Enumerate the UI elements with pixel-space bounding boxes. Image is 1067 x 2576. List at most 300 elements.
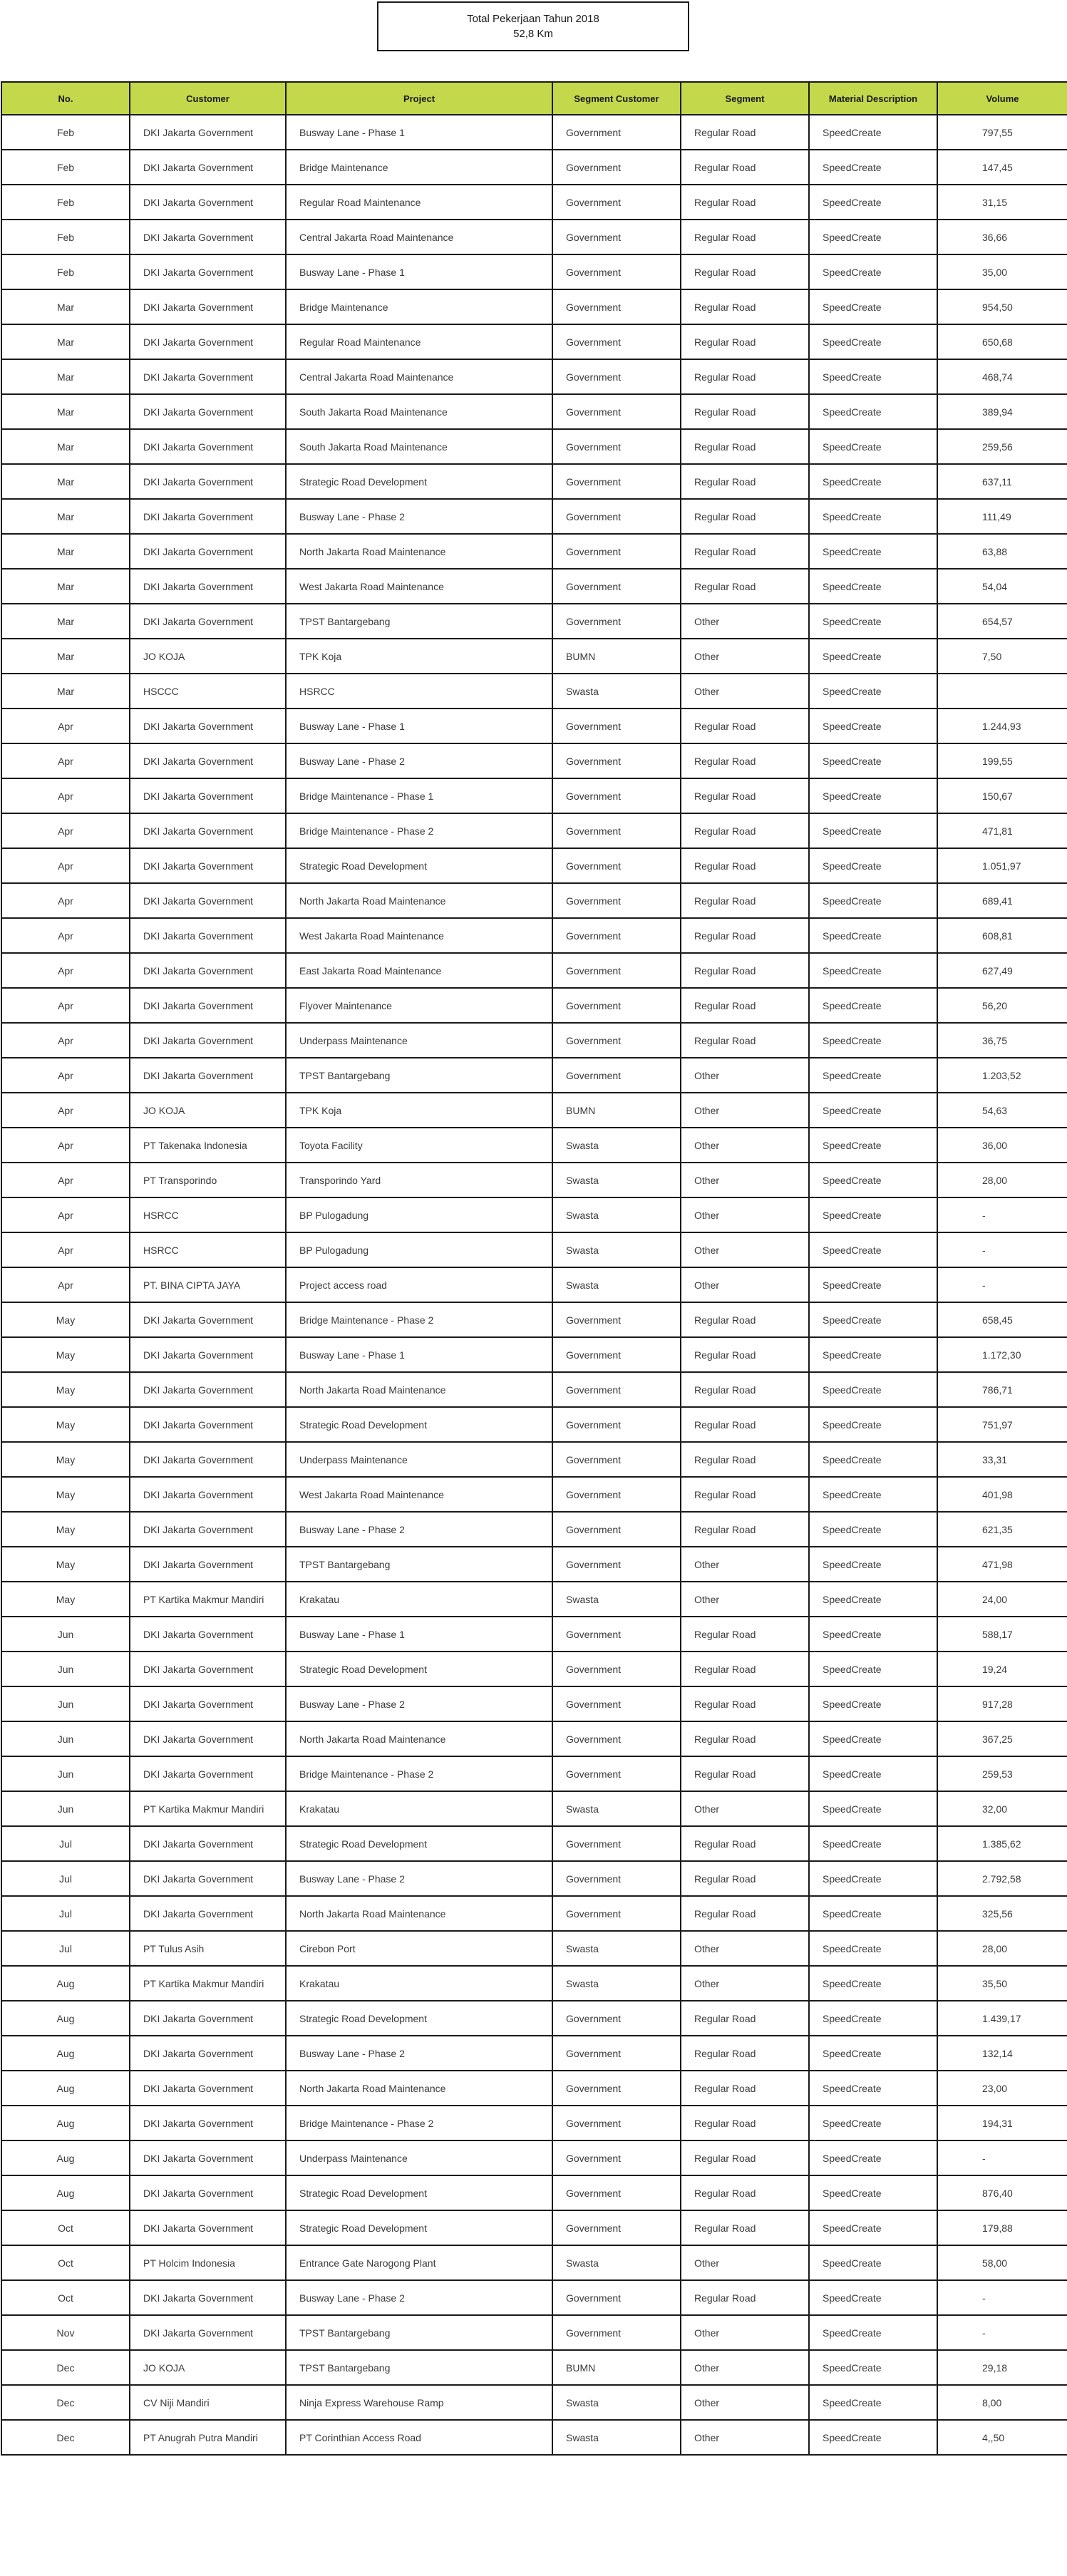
cell-segment-customer: Swasta bbox=[552, 1197, 681, 1232]
cell-material: SpeedCreate bbox=[809, 848, 937, 883]
cell-customer: JO KOJA bbox=[130, 1093, 286, 1128]
cell-month: Jul bbox=[1, 1826, 130, 1861]
cell-customer: DKI Jakarta Government bbox=[130, 150, 286, 185]
cell-material: SpeedCreate bbox=[809, 499, 937, 534]
cell-material: SpeedCreate bbox=[809, 464, 937, 499]
cell-segment: Regular Road bbox=[681, 220, 809, 254]
cell-material: SpeedCreate bbox=[809, 1058, 937, 1093]
cell-segment: Other bbox=[681, 674, 809, 709]
cell-segment: Regular Road bbox=[681, 988, 809, 1023]
table-row bbox=[1, 359, 1067, 394]
cell-month: Jun bbox=[1, 1686, 130, 1721]
cell-project: Bridge Maintenance - Phase 2 bbox=[286, 1302, 552, 1337]
cell-volume: 19,24 bbox=[937, 1652, 1067, 1686]
cell-volume: 389,94 bbox=[937, 394, 1067, 429]
cell-segment-customer: Government bbox=[552, 2175, 681, 2210]
cell-material: SpeedCreate bbox=[809, 2140, 937, 2175]
cell-segment: Regular Road bbox=[681, 1896, 809, 1931]
cell-segment-customer: Government bbox=[552, 1617, 681, 1652]
cell-volume: - bbox=[937, 2315, 1067, 2350]
cell-segment-customer: Government bbox=[552, 254, 681, 289]
cell-project: TPST Bantargebang bbox=[286, 2315, 552, 2350]
table-row bbox=[1, 1896, 1067, 1931]
cell-segment-customer: Government bbox=[552, 2140, 681, 2175]
cell-month: Apr bbox=[1, 1128, 130, 1163]
cell-material: SpeedCreate bbox=[809, 1617, 937, 1652]
cell-project: North Jakarta Road Maintenance bbox=[286, 883, 552, 918]
cell-segment-customer: Swasta bbox=[552, 1128, 681, 1163]
cell-volume: 54,63 bbox=[937, 1093, 1067, 1128]
cell-project: North Jakarta Road Maintenance bbox=[286, 1372, 552, 1407]
cell-segment: Regular Road bbox=[681, 1861, 809, 1896]
table-row bbox=[1, 2350, 1067, 2385]
cell-customer: PT. BINA CIPTA JAYA bbox=[130, 1267, 286, 1302]
table-row bbox=[1, 988, 1067, 1023]
cell-month: Apr bbox=[1, 1197, 130, 1232]
cell-segment-customer: Government bbox=[552, 1337, 681, 1372]
cell-project: East Jakarta Road Maintenance bbox=[286, 953, 552, 988]
cell-project: Strategic Road Development bbox=[286, 1826, 552, 1861]
cell-material: SpeedCreate bbox=[809, 1721, 937, 1756]
cell-volume: 259,53 bbox=[937, 1756, 1067, 1791]
cell-volume: 2.792,58 bbox=[937, 1861, 1067, 1896]
cell-segment: Regular Road bbox=[681, 324, 809, 359]
cell-material: SpeedCreate bbox=[809, 1477, 937, 1512]
cell-segment: Regular Road bbox=[681, 429, 809, 464]
cell-month: Jun bbox=[1, 1756, 130, 1791]
cell-volume: 199,55 bbox=[937, 743, 1067, 778]
cell-customer: HSRCC bbox=[130, 1232, 286, 1267]
cell-customer: DKI Jakarta Government bbox=[130, 2210, 286, 2245]
cell-material: SpeedCreate bbox=[809, 1896, 937, 1931]
cell-customer: DKI Jakarta Government bbox=[130, 1756, 286, 1791]
table-row bbox=[1, 150, 1067, 185]
cell-material: SpeedCreate bbox=[809, 289, 937, 324]
cell-material: SpeedCreate bbox=[809, 709, 937, 743]
cell-project: Project access road bbox=[286, 1267, 552, 1302]
cell-month: Apr bbox=[1, 953, 130, 988]
cell-volume: 650,68 bbox=[937, 324, 1067, 359]
cell-segment: Other bbox=[681, 1232, 809, 1267]
report-total-length: 52,8 Km bbox=[513, 28, 553, 40]
cell-month: Apr bbox=[1, 813, 130, 848]
cell-month: Dec bbox=[1, 2420, 130, 2455]
cell-material: SpeedCreate bbox=[809, 359, 937, 394]
cell-segment: Regular Road bbox=[681, 150, 809, 185]
table-row bbox=[1, 1652, 1067, 1686]
table-row bbox=[1, 1058, 1067, 1093]
cell-volume: 147,45 bbox=[937, 150, 1067, 185]
cell-volume: 35,00 bbox=[937, 254, 1067, 289]
cell-volume: 751,97 bbox=[937, 1407, 1067, 1442]
table-row bbox=[1, 429, 1067, 464]
cell-material: SpeedCreate bbox=[809, 1302, 937, 1337]
cell-segment: Regular Road bbox=[681, 848, 809, 883]
cell-customer: DKI Jakarta Government bbox=[130, 2315, 286, 2350]
cell-volume: 367,25 bbox=[937, 1721, 1067, 1756]
cell-segment: Other bbox=[681, 1058, 809, 1093]
cell-segment: Other bbox=[681, 1093, 809, 1128]
cell-volume: 401,98 bbox=[937, 1477, 1067, 1512]
cell-month: Jun bbox=[1, 1652, 130, 1686]
cell-segment-customer: Swasta bbox=[552, 1966, 681, 2001]
cell-month: May bbox=[1, 1477, 130, 1512]
cell-volume: 63,88 bbox=[937, 534, 1067, 569]
cell-volume: 32,00 bbox=[937, 1791, 1067, 1826]
table-row bbox=[1, 848, 1067, 883]
cell-customer: DKI Jakarta Government bbox=[130, 1407, 286, 1442]
cell-month: Oct bbox=[1, 2280, 130, 2315]
table-row bbox=[1, 1407, 1067, 1442]
cell-segment-customer: Government bbox=[552, 848, 681, 883]
cell-material: SpeedCreate bbox=[809, 1337, 937, 1372]
header-material-description: Material Description bbox=[809, 82, 937, 115]
table-row bbox=[1, 2071, 1067, 2106]
cell-segment: Regular Road bbox=[681, 289, 809, 324]
cell-customer: DKI Jakarta Government bbox=[130, 534, 286, 569]
cell-customer: DKI Jakarta Government bbox=[130, 2106, 286, 2140]
cell-segment: Regular Road bbox=[681, 709, 809, 743]
cell-month: Aug bbox=[1, 2175, 130, 2210]
cell-volume: 797,55 bbox=[937, 115, 1067, 150]
cell-segment: Regular Road bbox=[681, 1617, 809, 1652]
table-row bbox=[1, 1372, 1067, 1407]
cell-material: SpeedCreate bbox=[809, 1197, 937, 1232]
cell-project: Bridge Maintenance bbox=[286, 289, 552, 324]
cell-month: Apr bbox=[1, 778, 130, 813]
cell-segment-customer: Swasta bbox=[552, 1582, 681, 1617]
cell-segment-customer: Government bbox=[552, 464, 681, 499]
cell-volume: 29,18 bbox=[937, 2350, 1067, 2385]
cell-customer: DKI Jakarta Government bbox=[130, 2036, 286, 2071]
cell-project: Krakatau bbox=[286, 1582, 552, 1617]
table-row bbox=[1, 2280, 1067, 2315]
cell-material: SpeedCreate bbox=[809, 674, 937, 709]
table-row bbox=[1, 289, 1067, 324]
table-row bbox=[1, 1093, 1067, 1128]
cell-segment-customer: Swasta bbox=[552, 2420, 681, 2455]
table-row bbox=[1, 674, 1067, 709]
cell-project: Krakatau bbox=[286, 1791, 552, 1826]
cell-material: SpeedCreate bbox=[809, 883, 937, 918]
table-row bbox=[1, 1302, 1067, 1337]
cell-segment: Regular Road bbox=[681, 743, 809, 778]
table-row bbox=[1, 2001, 1067, 2036]
table-row bbox=[1, 2140, 1067, 2175]
cell-material: SpeedCreate bbox=[809, 1826, 937, 1861]
cell-material: SpeedCreate bbox=[809, 2315, 937, 2350]
cell-segment-customer: Government bbox=[552, 2001, 681, 2036]
table-row bbox=[1, 1477, 1067, 1512]
cell-segment-customer: Government bbox=[552, 1756, 681, 1791]
cell-material: SpeedCreate bbox=[809, 1093, 937, 1128]
cell-project: Busway Lane - Phase 1 bbox=[286, 115, 552, 150]
cell-segment-customer: BUMN bbox=[552, 2350, 681, 2385]
cell-month: Mar bbox=[1, 289, 130, 324]
cell-customer: DKI Jakarta Government bbox=[130, 254, 286, 289]
cell-volume: - bbox=[937, 2280, 1067, 2315]
cell-month: Feb bbox=[1, 220, 130, 254]
cell-customer: DKI Jakarta Government bbox=[130, 1861, 286, 1896]
cell-segment: Regular Road bbox=[681, 464, 809, 499]
cell-customer: HSCCC bbox=[130, 674, 286, 709]
cell-material: SpeedCreate bbox=[809, 429, 937, 464]
cell-material: SpeedCreate bbox=[809, 1267, 937, 1302]
cell-customer: DKI Jakarta Government bbox=[130, 2140, 286, 2175]
header-project: Project bbox=[286, 82, 552, 115]
cell-volume: 1.172,30 bbox=[937, 1337, 1067, 1372]
cell-project: Busway Lane - Phase 2 bbox=[286, 2280, 552, 2315]
cell-volume: 468,74 bbox=[937, 359, 1067, 394]
cell-project: North Jakarta Road Maintenance bbox=[286, 2071, 552, 2106]
cell-month: Jun bbox=[1, 1721, 130, 1756]
cell-month: May bbox=[1, 1407, 130, 1442]
cell-volume: 1.385,62 bbox=[937, 1826, 1067, 1861]
cell-volume: 608,81 bbox=[937, 918, 1067, 953]
table-row bbox=[1, 1547, 1067, 1582]
cell-project: West Jakarta Road Maintenance bbox=[286, 918, 552, 953]
cell-project: Busway Lane - Phase 1 bbox=[286, 254, 552, 289]
cell-segment: Regular Road bbox=[681, 2210, 809, 2245]
cell-customer: DKI Jakarta Government bbox=[130, 988, 286, 1023]
cell-material: SpeedCreate bbox=[809, 2071, 937, 2106]
cell-project: Central Jakarta Road Maintenance bbox=[286, 220, 552, 254]
table-row bbox=[1, 1512, 1067, 1547]
cell-project: Strategic Road Development bbox=[286, 464, 552, 499]
cell-customer: DKI Jakarta Government bbox=[130, 2071, 286, 2106]
cell-month: Apr bbox=[1, 1163, 130, 1197]
cell-segment-customer: Government bbox=[552, 429, 681, 464]
cell-month: Mar bbox=[1, 499, 130, 534]
cell-customer: PT Tulus Asih bbox=[130, 1931, 286, 1966]
cell-month: Oct bbox=[1, 2245, 130, 2280]
cell-project: Toyota Facility bbox=[286, 1128, 552, 1163]
cell-project: Busway Lane - Phase 2 bbox=[286, 1686, 552, 1721]
cell-segment: Other bbox=[681, 1267, 809, 1302]
cell-volume: 132,14 bbox=[937, 2036, 1067, 2071]
cell-segment: Other bbox=[681, 2385, 809, 2420]
cell-segment-customer: Government bbox=[552, 1372, 681, 1407]
cell-volume: - bbox=[937, 1267, 1067, 1302]
cell-segment-customer: Government bbox=[552, 1058, 681, 1093]
cell-customer: DKI Jakarta Government bbox=[130, 429, 286, 464]
cell-segment-customer: Government bbox=[552, 918, 681, 953]
cell-volume: 111,49 bbox=[937, 499, 1067, 534]
cell-volume: 471,81 bbox=[937, 813, 1067, 848]
cell-volume: 1.244,93 bbox=[937, 709, 1067, 743]
cell-month: Feb bbox=[1, 150, 130, 185]
cell-segment: Regular Road bbox=[681, 569, 809, 604]
cell-project: South Jakarta Road Maintenance bbox=[286, 394, 552, 429]
cell-volume: - bbox=[937, 1232, 1067, 1267]
cell-segment-customer: Government bbox=[552, 2210, 681, 2245]
cell-segment: Regular Road bbox=[681, 1023, 809, 1058]
cell-project: TPK Koja bbox=[286, 1093, 552, 1128]
cell-segment-customer: Government bbox=[552, 185, 681, 220]
cell-project: North Jakarta Road Maintenance bbox=[286, 1721, 552, 1756]
cell-month: Jun bbox=[1, 1791, 130, 1826]
header-no: No. bbox=[1, 82, 130, 115]
cell-customer: PT Takenaka Indonesia bbox=[130, 1128, 286, 1163]
cell-volume: - bbox=[937, 1197, 1067, 1232]
cell-customer: DKI Jakarta Government bbox=[130, 1721, 286, 1756]
cell-segment-customer: Swasta bbox=[552, 1267, 681, 1302]
cell-customer: DKI Jakarta Government bbox=[130, 883, 286, 918]
cell-month: May bbox=[1, 1547, 130, 1582]
cell-material: SpeedCreate bbox=[809, 1686, 937, 1721]
cell-material: SpeedCreate bbox=[809, 813, 937, 848]
cell-customer: DKI Jakarta Government bbox=[130, 394, 286, 429]
cell-segment-customer: Government bbox=[552, 1302, 681, 1337]
cell-material: SpeedCreate bbox=[809, 1582, 937, 1617]
table-row bbox=[1, 1861, 1067, 1896]
table-row bbox=[1, 185, 1067, 220]
cell-customer: DKI Jakarta Government bbox=[130, 289, 286, 324]
cell-segment-customer: Swasta bbox=[552, 1931, 681, 1966]
cell-month: Jul bbox=[1, 1931, 130, 1966]
cell-month: Apr bbox=[1, 1023, 130, 1058]
cell-volume: 28,00 bbox=[937, 1163, 1067, 1197]
cell-customer: PT Kartika Makmur Mandiri bbox=[130, 1966, 286, 2001]
cell-segment: Regular Road bbox=[681, 953, 809, 988]
cell-project: Busway Lane - Phase 2 bbox=[286, 1512, 552, 1547]
table-row bbox=[1, 1931, 1067, 1966]
cell-segment: Regular Road bbox=[681, 883, 809, 918]
cell-volume: 954,50 bbox=[937, 289, 1067, 324]
cell-project: TPST Bantargebang bbox=[286, 1547, 552, 1582]
cell-segment-customer: Government bbox=[552, 359, 681, 394]
cell-project: West Jakarta Road Maintenance bbox=[286, 1477, 552, 1512]
table-row bbox=[1, 1756, 1067, 1791]
cell-month: May bbox=[1, 1582, 130, 1617]
cell-project: Underpass Maintenance bbox=[286, 1442, 552, 1477]
cell-volume: 150,67 bbox=[937, 778, 1067, 813]
cell-segment: Regular Road bbox=[681, 1302, 809, 1337]
table-row bbox=[1, 778, 1067, 813]
cell-segment: Other bbox=[681, 1582, 809, 1617]
table-row bbox=[1, 709, 1067, 743]
cell-segment: Other bbox=[681, 1931, 809, 1966]
cell-segment-customer: Government bbox=[552, 220, 681, 254]
table-row bbox=[1, 1966, 1067, 2001]
header-segment-customer: Segment Customer bbox=[552, 82, 681, 115]
cell-volume: 689,41 bbox=[937, 883, 1067, 918]
cell-segment: Regular Road bbox=[681, 918, 809, 953]
table-row bbox=[1, 953, 1067, 988]
cell-segment: Other bbox=[681, 1966, 809, 2001]
cell-volume: 36,00 bbox=[937, 1128, 1067, 1163]
cell-segment-customer: Government bbox=[552, 150, 681, 185]
cell-segment: Regular Road bbox=[681, 1721, 809, 1756]
cell-customer: DKI Jakarta Government bbox=[130, 1547, 286, 1582]
cell-customer: PT Anugrah Putra Mandiri bbox=[130, 2420, 286, 2455]
cell-project: TPK Koja bbox=[286, 639, 552, 674]
cell-segment-customer: Government bbox=[552, 2106, 681, 2140]
cell-material: SpeedCreate bbox=[809, 2175, 937, 2210]
cell-segment-customer: Government bbox=[552, 1023, 681, 1058]
table-row bbox=[1, 2210, 1067, 2245]
cell-segment-customer: Government bbox=[552, 604, 681, 639]
cell-segment-customer: Government bbox=[552, 289, 681, 324]
cell-segment-customer: Government bbox=[552, 1896, 681, 1931]
cell-segment: Other bbox=[681, 1128, 809, 1163]
cell-customer: DKI Jakarta Government bbox=[130, 1372, 286, 1407]
cell-segment-customer: Swasta bbox=[552, 674, 681, 709]
cell-material: SpeedCreate bbox=[809, 2385, 937, 2420]
cell-month: Apr bbox=[1, 988, 130, 1023]
cell-segment-customer: BUMN bbox=[552, 1093, 681, 1128]
cell-segment-customer: Government bbox=[552, 1442, 681, 1477]
cell-material: SpeedCreate bbox=[809, 534, 937, 569]
cell-volume: - bbox=[937, 2140, 1067, 2175]
cell-month: Feb bbox=[1, 115, 130, 150]
cell-volume: 36,75 bbox=[937, 1023, 1067, 1058]
cell-segment: Regular Road bbox=[681, 1826, 809, 1861]
cell-customer: CV Niji Mandiri bbox=[130, 2385, 286, 2420]
cell-project: BP Pulogadung bbox=[286, 1232, 552, 1267]
cell-segment: Other bbox=[681, 1547, 809, 1582]
cell-segment-customer: Government bbox=[552, 1652, 681, 1686]
cell-segment: Regular Road bbox=[681, 1442, 809, 1477]
cell-volume: 588,17 bbox=[937, 1617, 1067, 1652]
cell-project: Cirebon Port bbox=[286, 1931, 552, 1966]
table-row bbox=[1, 499, 1067, 534]
cell-customer: DKI Jakarta Government bbox=[130, 709, 286, 743]
cell-segment-customer: Government bbox=[552, 1721, 681, 1756]
cell-segment: Other bbox=[681, 639, 809, 674]
cell-month: Jul bbox=[1, 1896, 130, 1931]
cell-customer: DKI Jakarta Government bbox=[130, 743, 286, 778]
cell-month: Apr bbox=[1, 709, 130, 743]
cell-segment: Regular Road bbox=[681, 359, 809, 394]
cell-customer: DKI Jakarta Government bbox=[130, 813, 286, 848]
cell-segment: Regular Road bbox=[681, 254, 809, 289]
cell-project: TPST Bantargebang bbox=[286, 2350, 552, 2385]
cell-month: Mar bbox=[1, 324, 130, 359]
cell-material: SpeedCreate bbox=[809, 953, 937, 988]
cell-month: Apr bbox=[1, 1093, 130, 1128]
cell-segment: Regular Road bbox=[681, 1652, 809, 1686]
cell-volume bbox=[937, 674, 1067, 709]
cell-month: Apr bbox=[1, 743, 130, 778]
table-row bbox=[1, 1617, 1067, 1652]
cell-volume: 259,56 bbox=[937, 429, 1067, 464]
cell-segment-customer: Government bbox=[552, 2071, 681, 2106]
cell-customer: DKI Jakarta Government bbox=[130, 953, 286, 988]
table-row bbox=[1, 2315, 1067, 2350]
cell-volume: 1.051,97 bbox=[937, 848, 1067, 883]
cell-month: Mar bbox=[1, 604, 130, 639]
cell-project: Bridge Maintenance bbox=[286, 150, 552, 185]
cell-customer: DKI Jakarta Government bbox=[130, 778, 286, 813]
cell-segment-customer: Swasta bbox=[552, 1163, 681, 1197]
header-customer: Customer bbox=[130, 82, 286, 115]
cell-material: SpeedCreate bbox=[809, 639, 937, 674]
table-row bbox=[1, 1128, 1067, 1163]
cell-segment-customer: Government bbox=[552, 1477, 681, 1512]
cell-segment: Regular Road bbox=[681, 778, 809, 813]
cell-volume: 36,66 bbox=[937, 220, 1067, 254]
table-row bbox=[1, 604, 1067, 639]
cell-volume: 179,88 bbox=[937, 2210, 1067, 2245]
cell-segment-customer: Government bbox=[552, 743, 681, 778]
cell-volume: 194,31 bbox=[937, 2106, 1067, 2140]
table-row bbox=[1, 394, 1067, 429]
table-row bbox=[1, 2385, 1067, 2420]
cell-segment: Other bbox=[681, 604, 809, 639]
cell-segment-customer: Government bbox=[552, 883, 681, 918]
table-row bbox=[1, 254, 1067, 289]
